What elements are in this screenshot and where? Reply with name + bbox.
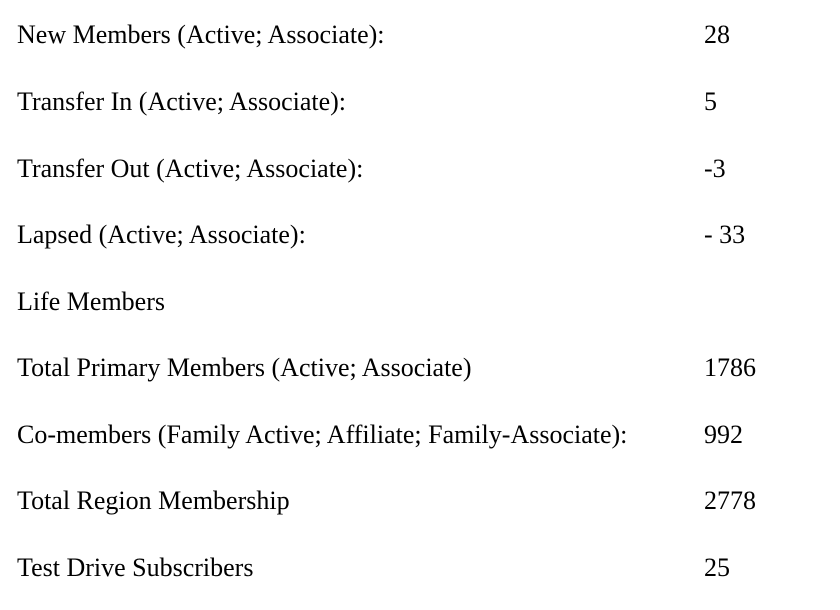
row-total-primary-members	[17, 352, 817, 384]
row-co-members	[17, 419, 817, 451]
row-label: Transfer In (Active; Associate):	[17, 87, 347, 116]
row-label: Lapsed (Active; Associate):	[17, 220, 306, 249]
row-value: 992	[704, 420, 743, 449]
row-value: -3	[704, 154, 726, 183]
row-transfer-in	[17, 86, 817, 118]
row-value: 2778	[704, 486, 756, 515]
row-total-region-membership	[17, 485, 817, 517]
row-label: New Members (Active; Associate):	[17, 20, 385, 49]
row-label: Total Primary Members (Active; Associate)	[17, 353, 472, 382]
row-life-members	[17, 286, 817, 318]
row-value: 1786	[704, 353, 756, 382]
row-value: 28	[704, 20, 730, 49]
row-label: Total Region Membership	[17, 486, 290, 515]
row-value: 25	[704, 553, 730, 582]
row-label: Life Members	[17, 287, 166, 316]
row-transfer-out	[17, 153, 817, 185]
row-value: - 33	[704, 220, 746, 249]
row-new-members	[17, 19, 817, 51]
row-label: Test Drive Subscribers	[17, 553, 254, 582]
row-label: Co-members (Family Active; Affiliate; Family-Associate):	[17, 420, 628, 449]
row-value: 5	[704, 87, 717, 116]
row-test-drive-subscribers	[17, 552, 817, 584]
row-lapsed	[17, 219, 817, 251]
row-label: Transfer Out (Active; Associate):	[17, 154, 364, 183]
